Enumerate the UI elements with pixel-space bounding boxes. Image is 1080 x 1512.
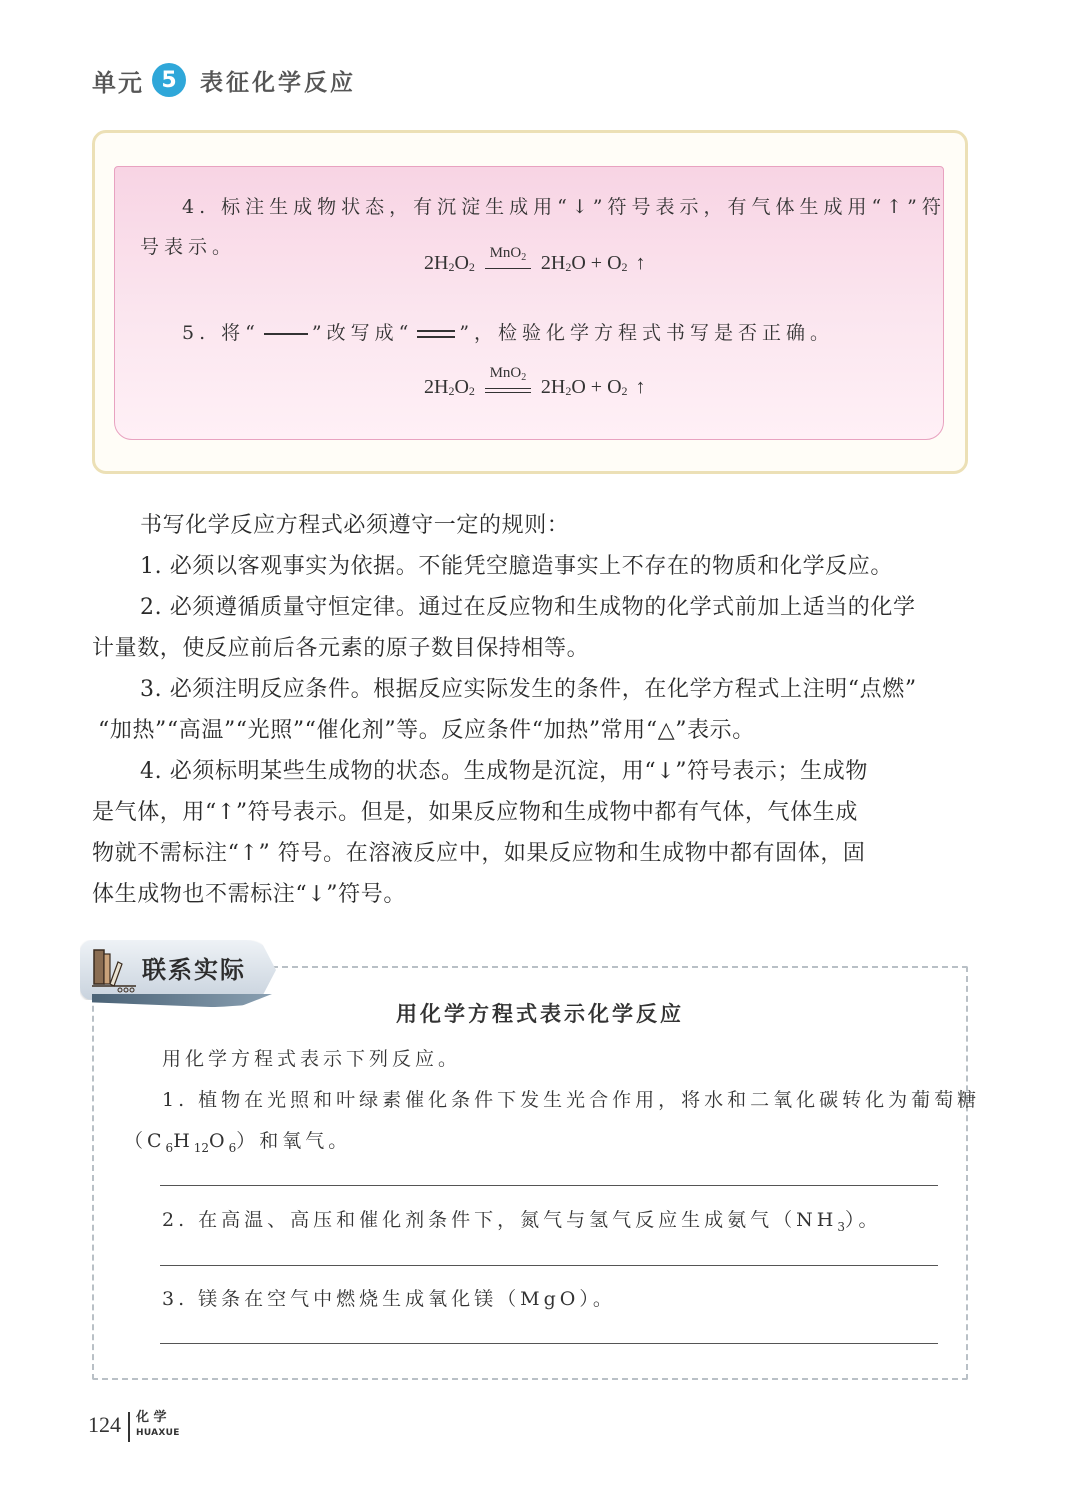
unit-number-badge: 5 <box>152 63 186 97</box>
gas-arrow-icon: ↑ <box>635 252 646 274</box>
rule-2-line1: 2. 必须遵循质量守恒定律。通过在反应物和生成物的化学式前加上适当的化学 <box>140 595 916 620</box>
page-number: 124 <box>88 1412 121 1437</box>
step-5-text: 5. 将“ ”改写成“ ”，检验化学方程式书写是否正确。 <box>182 322 835 344</box>
book-icon <box>88 944 140 996</box>
rule-3-line1: 3. 必须注明反应条件。根据反应实际发生的条件，在化学方程式上注明“点燃” <box>140 677 917 702</box>
equation-double: 2H $_2$ O $_2$ MnO$_2$ 2H $_2$ O + O $_2$ ↑ <box>424 365 646 398</box>
question-1-line2: $(C_6H_{12}O_6)$和氧气。 <box>124 1130 352 1155</box>
rule-4-line1: 4. 必须标明某些生成物的状态。生成物是沉淀，用“↓”符号表示；生成物 <box>140 759 868 784</box>
unit-title: 表征化学反应 <box>200 69 356 96</box>
rule-4-line2: 是气体，用“↑”符号表示。但是，如果反应物和生成物中都有气体，气体生成 <box>92 800 858 825</box>
practice-intro: 用化学方程式表示下列反应。 <box>162 1048 462 1070</box>
footer-subject-pinyin: HUAXUE <box>136 1428 180 1438</box>
equation-arrow: 2H $_2$ O $_2$ MnO$_2$ 2H $_2$ O + O $_2$ ↑ <box>424 245 646 274</box>
footer-divider <box>128 1412 130 1442</box>
question-1-line1: 1. 植物在光照和叶绿素催化条件下发生光合作用，将水和二氧化碳转化为葡萄糖 <box>162 1089 981 1111</box>
rule-3-line2: “加热”“高温”“光照”“催化剂”等。反应条件“加热”常用“△”表示。 <box>98 718 755 743</box>
rule-1: 1. 必须以客观事实为依据。不能凭空臆造事实上不存在的物质和化学反应。 <box>140 554 893 579</box>
answer-line-2[interactable] <box>160 1265 938 1266</box>
answer-line-1[interactable] <box>160 1185 938 1186</box>
rule-4-line3: 物就不需标注“↑” 符号。在溶液反应中，如果反应物和生成物中都有固体，固 <box>92 841 866 866</box>
footer-subject: 化 学 <box>136 1410 167 1425</box>
unit-label: 单元 <box>92 68 144 97</box>
question-2: 2. 在高温、高压和催化剂条件下，氮气与氢气反应生成氨气$(NH_3)$。 <box>162 1209 882 1234</box>
rule-4-line4: 体生成物也不需标注“↓”符号。 <box>92 882 406 907</box>
step-4-text-line1: 4. 标注生成物状态，有沉淀生成用“↓”符号表示，有气体生成用“↑”符 <box>182 196 946 218</box>
single-line-sign <box>264 333 308 335</box>
rules-intro: 书写化学反应方程式必须遵守一定的规则： <box>140 513 570 538</box>
double-line-sign <box>485 388 531 393</box>
double-line-sign <box>417 330 455 338</box>
practice-heading: 用化学方程式表示化学反应 <box>396 1002 684 1026</box>
section-tab-title: 联系实际 <box>142 956 246 984</box>
step-4-text-line2: 号表示。 <box>140 236 237 258</box>
catalyst-label: MnO$_2$ <box>485 246 531 269</box>
answer-line-3[interactable] <box>160 1343 938 1344</box>
unit-header <box>92 60 356 100</box>
practice-box <box>92 966 968 1380</box>
single-line-sign <box>485 268 531 269</box>
question-3: 3. 镁条在空气中燃烧生成氧化镁（MgO）。 <box>162 1288 616 1310</box>
rule-2-line2: 计量数，使反应前后各元素的原子数目保持相等。 <box>92 636 590 661</box>
catalyst-label: MnO$_2$ <box>485 366 531 393</box>
gas-arrow-icon: ↑ <box>635 376 646 398</box>
